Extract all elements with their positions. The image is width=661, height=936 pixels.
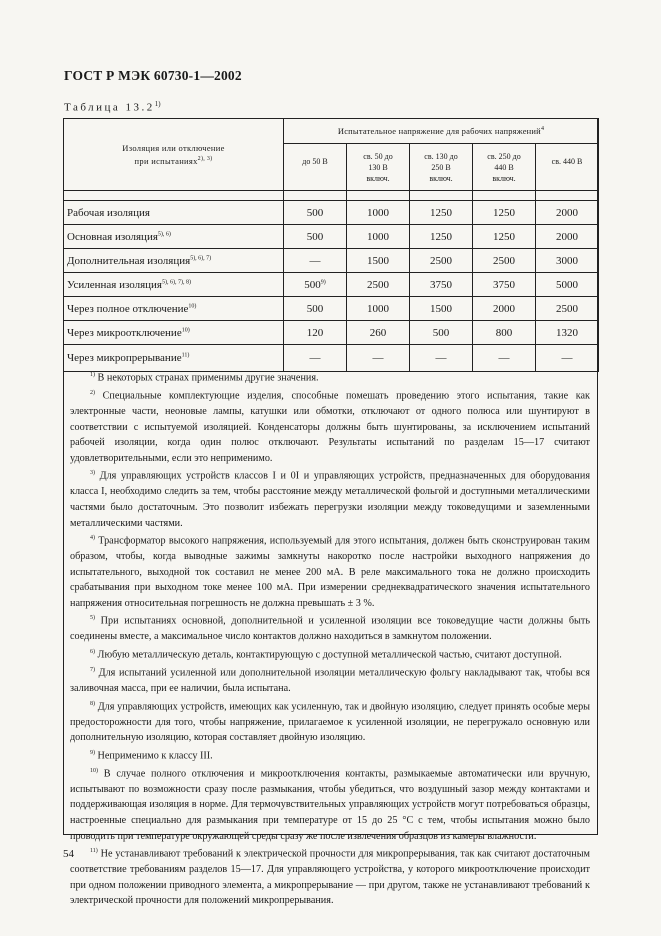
table-cell: 120 — [284, 321, 347, 345]
column-header-test-voltage — [284, 119, 599, 144]
table-cell: 1500 — [347, 249, 410, 273]
row-label: Через микроотключение$^{10)}$ — [64, 321, 284, 345]
table-cell: 500 — [284, 297, 347, 321]
footnote: $^{2)}$ Специальные комплектующие изделия, способные помешать проведению этого испытания, такие как электронные части, неоновые лампы, катушки или обмотки, отключают от одного полюса или шунтируют в соответствии с испытуемой изоляцией. Конденсаторы должны быть шунтированы, за исключением испытаний рабочей изоляции, когда один полюс отключают. Результаты испытаний по разделам 15—17 считают удовлетворительными, если это неприменимо. — [70, 389, 591, 464]
table-cell: 500 — [284, 225, 347, 249]
table-cell: 1250 — [473, 201, 536, 225]
table-cell: 1000 — [347, 297, 410, 321]
table-cell: 500 — [284, 201, 347, 225]
footnote: $^{5)}$ При испытаниях основной, дополнительной и усиленной изоляции все токоведущие части должны быть соединены вместе, а максимальное число контактов должно находиться в замкнутом положении. — [70, 615, 590, 643]
table-cell: 500 — [410, 321, 473, 345]
table-cell: 2500 — [347, 273, 410, 297]
column-header-voltage-5: св. 440 В — [536, 144, 599, 191]
column-header-insulation — [64, 119, 284, 191]
table-cell: — — [410, 345, 473, 372]
table-row — [64, 297, 599, 321]
row-label: Через полное отключение$^{10)}$ — [64, 297, 284, 321]
footnote: $^{3)}$ Для управляющих устройств классов I и 0I и управляющих устройств, предназначенных для оборудования класса I, необходимо следить за тем, чтобы расстояние между металлической фольгой и доступными металлическими частями было достаточным. Это позволит избежать перегрузки изоляции между токоведущими и заземленными металлическими частями. — [70, 470, 591, 529]
table-cell: 1000 — [347, 201, 410, 225]
table-caption — [64, 100, 161, 114]
table-row — [64, 273, 599, 297]
table-row — [64, 249, 599, 273]
column-header-voltage-2: св. 50 до 130 В включ. — [347, 144, 410, 191]
table-caption-text: Таблица 13.2 — [64, 101, 155, 114]
column-header-voltage-3: св. 130 до 250 В включ. — [410, 144, 473, 191]
table-spacer-row — [64, 191, 599, 201]
footnote: $^{10)}$ В случае полного отключения и микроотключения контакты, размыкаемые автоматически или вручную, испытывают по возможности сразу после размыкания, чтобы убедиться, что воздушный зазор между контактами и поддерживающая изоляция в норме. Для термочувствительных управляющих устройств могут потребоваться образцы, настроенные специально для размыкания при температуре от 15 до 25 °С с тем, чтобы испытания можно было проводить при температуре окружающей среды сразу же после извлечения образцов из камеры влажности. — [70, 767, 590, 842]
row-label: Через микропрерывание$^{11)}$ — [64, 345, 284, 372]
table-cell: 1250 — [410, 225, 473, 249]
footnote: $^{1)}$ В некоторых странах применимы другие значения. — [90, 372, 319, 384]
span-header-text: Испытательное напряжение для рабочих напряжений — [337, 126, 541, 136]
row-label: Основная изоляция$^{5), 6)}$ — [64, 225, 284, 249]
column-header-voltage-1: до 50 В — [284, 144, 347, 191]
table-cell: 2000 — [536, 201, 599, 225]
table-cell: — — [536, 345, 599, 372]
table-footnotes — [70, 368, 590, 909]
table-cell: 1500 — [410, 297, 473, 321]
column-header-voltage-4: св. 250 до 440 В включ. — [473, 144, 536, 191]
table-cell: 500$^{9)}$ — [284, 273, 347, 297]
table-cell: 2500 — [536, 297, 599, 321]
row-label: Усиленная изоляция$^{5), 6), 7), 8)}$ — [64, 273, 284, 297]
table-cell: 3750 — [410, 273, 473, 297]
table-cell: 2500 — [410, 249, 473, 273]
footnote: $^{11)}$ Не устанавливают требований к электрической прочности для микропрерывания, так как считают достаточным соответствие требованиям разделов 15—17. Для управляющего устройства, у которого микроотключение происходит при одном положении приводного элемента, а микропрерывание — при другом, также не устанавливают требований к электрической прочности для положений микропрерывания. — [70, 848, 590, 907]
table-cell: 2500 — [473, 249, 536, 273]
table-cell: 1250 — [473, 225, 536, 249]
row-label: Рабочая изоляция — [64, 201, 284, 225]
document-header: ГОСТ Р МЭК 60730-1—2002 — [64, 68, 242, 83]
table-cell: — — [284, 249, 347, 273]
table-cell: — — [347, 345, 410, 372]
table-cell: 800 — [473, 321, 536, 345]
table-row — [64, 321, 599, 345]
footnote: $^{4)}$ Трансформатор высокого напряжения, используемый для этого испытания, должен быть сконструирован таким образом, чтобы, когда выводные зажимы замкнуты накоротко после настройки выходного напряжения до испытательного, выходной ток составил не менее 200 мА. В реле максимального тока не должно происходить срабатывания при выходном токе менее 100 мА. При измерении среднеквадратического значения испытательного напряжения относительная погрешность не должна превышать ± 3 %. — [70, 535, 591, 609]
row-label: Дополнительная изоляция$^{5), 6), 7)}$ — [64, 249, 284, 273]
table-cell: 1320 — [536, 321, 599, 345]
table-cell: 3750 — [473, 273, 536, 297]
footnote: $^{6)}$ Любую металлическую деталь, контактирующую с доступной металлической частью, считают доступной. — [90, 649, 562, 661]
table-cell: 1000 — [347, 225, 410, 249]
table-caption-footnote-ref: 1) — [154, 100, 161, 108]
page-number: 54 — [63, 848, 74, 860]
table-cell: 3000 — [536, 249, 599, 273]
table-cell: 2000 — [473, 297, 536, 321]
test-voltage-table — [63, 118, 599, 372]
span-header-sup: 4 — [540, 126, 545, 133]
table-cell: — — [473, 345, 536, 372]
table-cell: 2000 — [536, 225, 599, 249]
table-cell: — — [284, 345, 347, 372]
table-cell: 5000 — [536, 273, 599, 297]
table-row — [64, 225, 599, 249]
footnote: $^{7)}$ Для испытаний усиленной или дополнительной изоляции металлическую фольгу накладывают так, чтобы вся заливочная масса, при ее наличии, была испытана. — [70, 667, 590, 695]
table-cell: 1250 — [410, 201, 473, 225]
footnote: $^{9)}$ Неприменимо к классу III. — [90, 749, 213, 762]
corner-label-line2: при испытаниях — [134, 155, 198, 166]
footnote: $^{8)}$ Для управляющих устройств, имеющих как усиленную, так и двойную изоляцию, следует принять особые меры предосторожности для того, чтобы напряжение, прилагаемое к усиленной изоляции, не перегружало основную или дополнительную изоляцию, которая составляет двойную изоляцию. — [70, 700, 591, 744]
corner-label-sup: 2), 3) — [197, 155, 213, 162]
corner-label-line1: Изоляция или отключение — [122, 142, 225, 153]
table-row — [64, 201, 599, 225]
table-cell: 260 — [347, 321, 410, 345]
